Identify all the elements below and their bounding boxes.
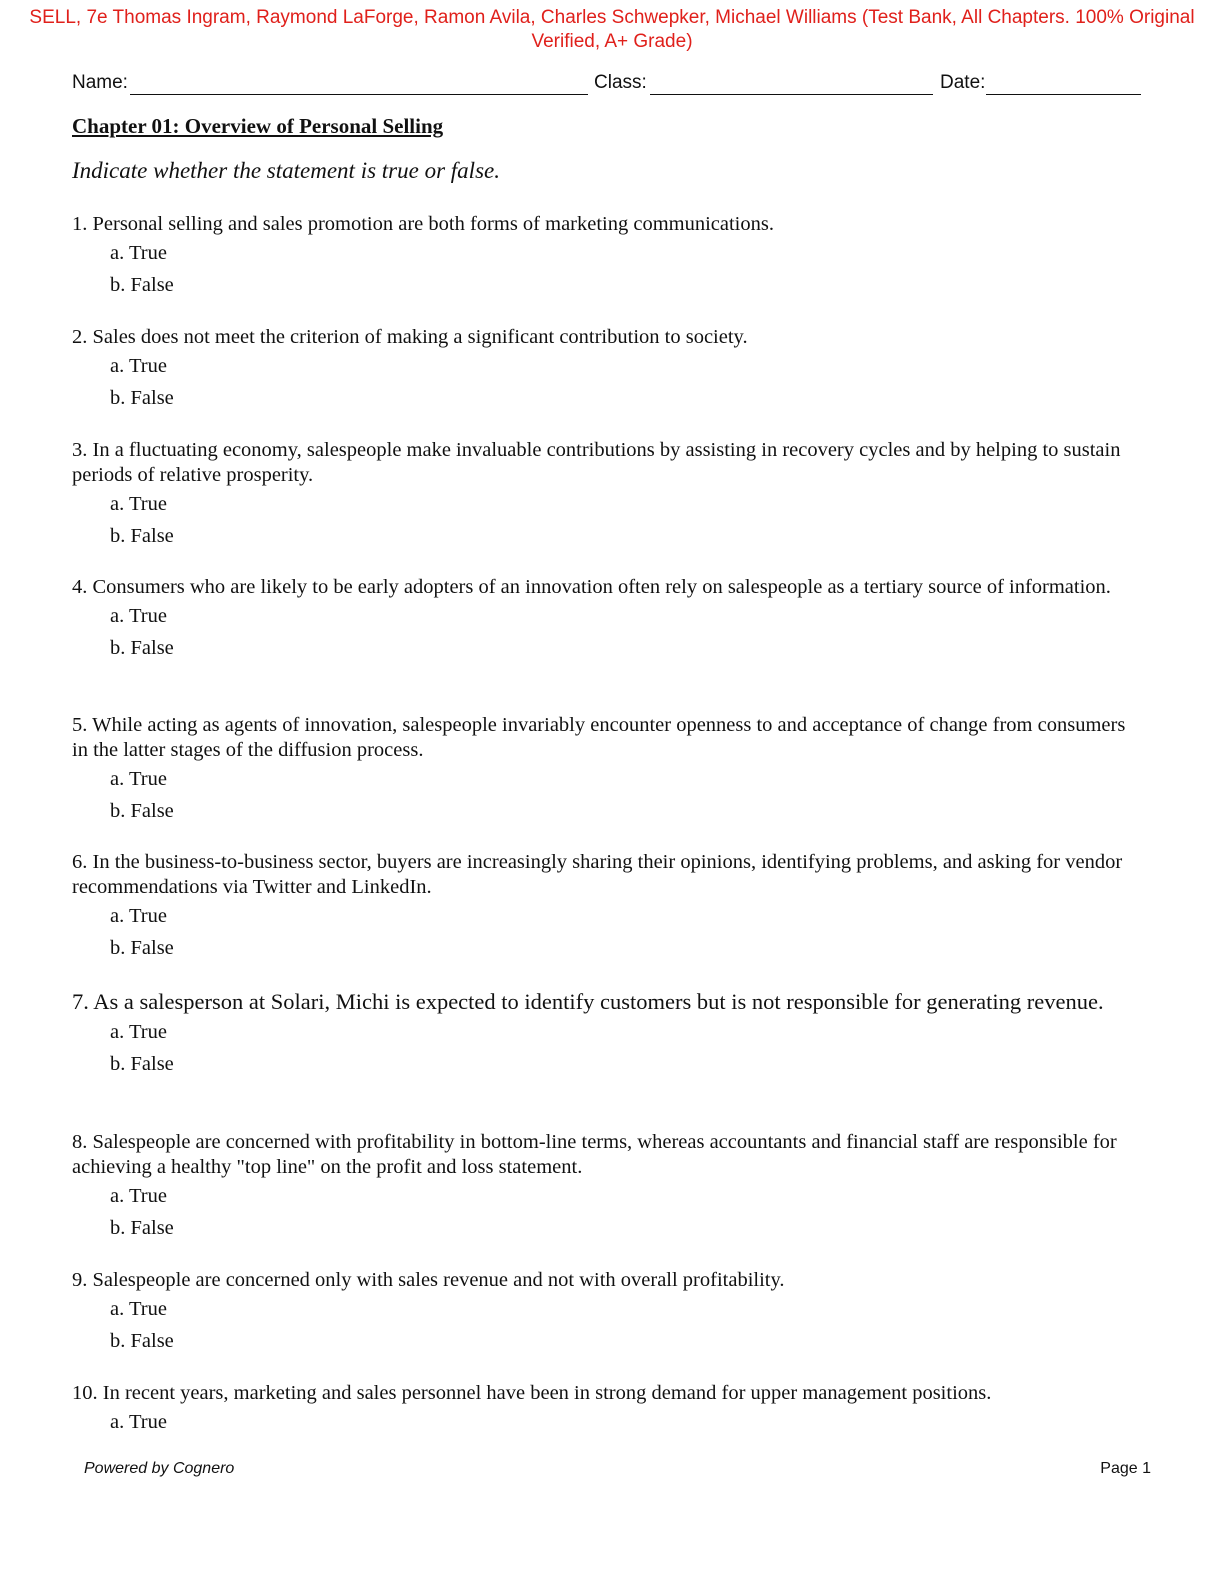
- header-fields: [72, 72, 1142, 98]
- option-a: a. True: [110, 905, 167, 927]
- question-stem: 3. In a fluctuating economy, salespeople make invaluable contributions by assisting in recovery cycles and by helping to sustain periods of relative prosperity.: [72, 439, 1121, 486]
- option-b: b. False: [110, 1330, 174, 1352]
- option-a: a. True: [110, 493, 167, 515]
- question-stem: 6. In the business-to-business sector, buyers are increasingly sharing their opinions, identifying problems, and asking for vendor recommendations via Twitter and LinkedIn.: [72, 851, 1123, 898]
- option-a: a. True: [110, 1021, 167, 1043]
- option-a: a. True: [110, 1185, 167, 1207]
- question-6: [72, 850, 1142, 964]
- question-stem: 9. Salespeople are concerned only with sales revenue and not with overall profitability.: [72, 1269, 785, 1291]
- option-b: b. False: [110, 1053, 174, 1075]
- date-line: [986, 94, 1141, 95]
- name-label: Name:: [72, 72, 128, 93]
- date-label: Date:: [940, 72, 986, 93]
- question-1: [72, 212, 1142, 301]
- question-stem: 2. Sales does not meet the criterion of making a significant contribution to society.: [72, 326, 748, 348]
- question-8: [72, 1130, 1142, 1244]
- option-a: a. True: [110, 768, 167, 790]
- option-b: b. False: [110, 1217, 174, 1239]
- option-b: b. False: [110, 800, 174, 822]
- class-line: [650, 94, 933, 95]
- powered-by: Powered by Cognero: [84, 1460, 235, 1477]
- option-b: b. False: [110, 637, 174, 659]
- document-banner: SELL, 7e Thomas Ingram, Raymond LaForge, Ramon Avila, Charles Schwepker, Michael Williams (Test Bank, All Chapters. 100% Original Verified, A+ Grade): [29, 7, 1195, 52]
- option-b: b. False: [110, 525, 174, 547]
- question-stem: 7. As a salesperson at Solari, Michi is expected to identify customers but is not responsible for generating revenue.: [72, 989, 1104, 1014]
- name-line: [130, 94, 588, 95]
- question-stem: 10. In recent years, marketing and sales personnel have been in strong demand for upper management positions.: [72, 1382, 992, 1404]
- option-a: a. True: [110, 1411, 167, 1433]
- option-b: b. False: [110, 274, 174, 296]
- question-stem: 1. Personal selling and sales promotion are both forms of marketing communications.: [72, 213, 774, 235]
- question-stem: 8. Salespeople are concerned with profitability in bottom-line terms, whereas accountants and financial staff are responsible for achieving a healthy "top line" on the profit and loss statement.: [72, 1131, 1117, 1178]
- question-9: [72, 1268, 1142, 1357]
- option-a: a. True: [110, 355, 167, 377]
- class-label: Class:: [594, 72, 647, 93]
- question-4: [72, 575, 1142, 664]
- page-number: Page 1: [1100, 1460, 1151, 1477]
- option-b: b. False: [110, 387, 174, 409]
- question-2: [72, 325, 1142, 414]
- question-stem: 4. Consumers who are likely to be early adopters of an innovation often rely on salespeople as a tertiary source of information.: [72, 576, 1111, 598]
- question-7: [72, 988, 1142, 1080]
- question-5: [72, 713, 1142, 827]
- option-a: a. True: [110, 242, 167, 264]
- option-a: a. True: [110, 1298, 167, 1320]
- question-stem: 5. While acting as agents of innovation, salespeople invariably encounter openness to and acceptance of change from consumers in the latter stages of the diffusion process.: [72, 714, 1126, 761]
- option-a: a. True: [110, 605, 167, 627]
- instructions: Indicate whether the statement is true or false.: [72, 158, 500, 183]
- option-b: b. False: [110, 937, 174, 959]
- chapter-title: Chapter 01: Overview of Personal Selling: [72, 114, 444, 138]
- question-10: [72, 1381, 1142, 1438]
- question-3: [72, 438, 1142, 552]
